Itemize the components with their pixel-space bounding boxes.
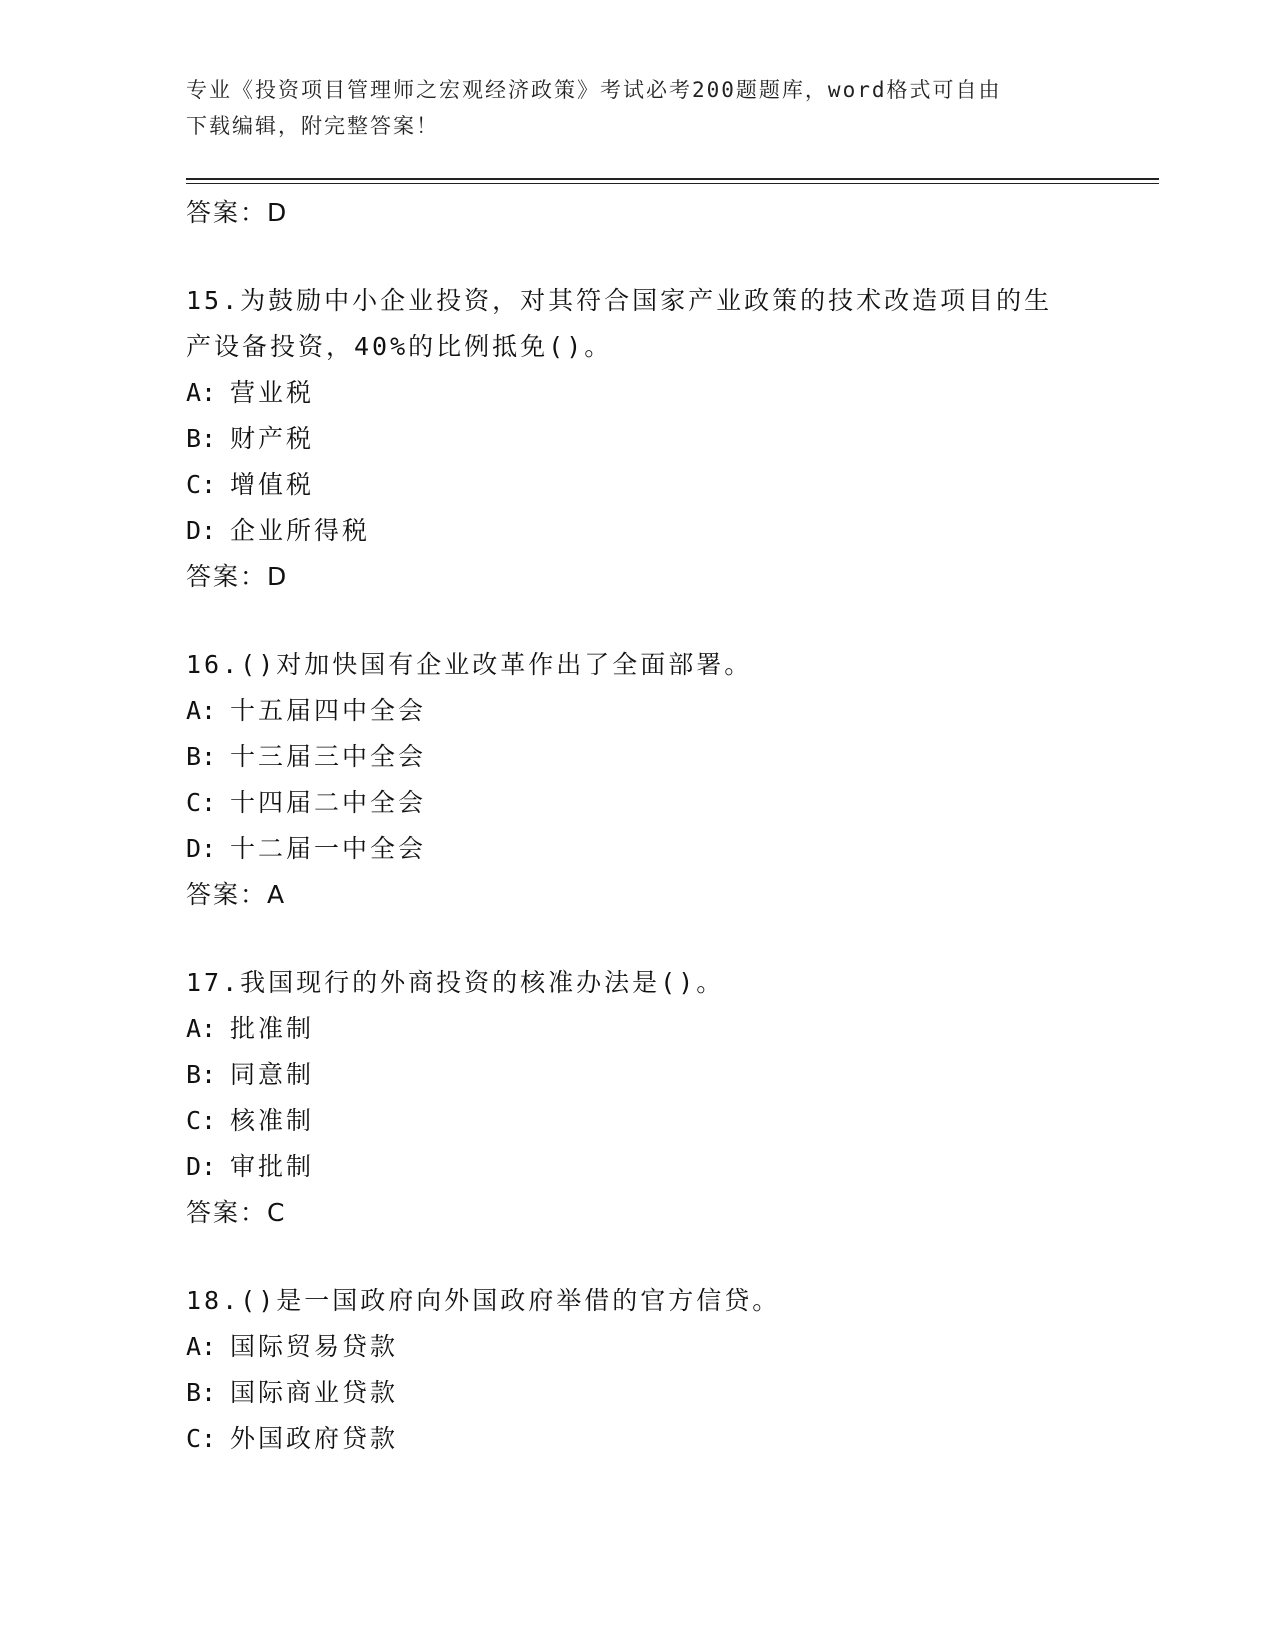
option-letter: C: — [186, 788, 217, 817]
option-text: 国际贸易贷款 — [230, 1332, 399, 1361]
option-a — [186, 370, 1146, 416]
option-letter: D: — [186, 516, 217, 545]
question-15 — [186, 278, 1146, 600]
question-16 — [186, 642, 1146, 918]
option-text: 同意制 — [230, 1060, 315, 1089]
header-line-1: 专业《投资项目管理师之宏观经济政策》考试必考200题题库，word格式可自由 — [186, 78, 1002, 102]
option-text: 核准制 — [230, 1106, 315, 1135]
option-text: 十三届三中全会 — [230, 742, 427, 771]
page-header — [186, 72, 1086, 144]
question-text-line: 17.我国现行的外商投资的核准办法是()。 — [186, 968, 725, 997]
option-c — [186, 462, 1146, 508]
option-letter: D: — [186, 1152, 217, 1181]
option-text: 国际商业贷款 — [230, 1378, 399, 1407]
option-text: 审批制 — [230, 1152, 315, 1181]
option-d — [186, 1144, 1146, 1190]
option-text: 增值税 — [230, 470, 315, 499]
question-18 — [186, 1278, 1146, 1462]
option-letter: A: — [186, 1332, 217, 1361]
option-c — [186, 1416, 1146, 1462]
option-b — [186, 734, 1146, 780]
question-text-line: 16.()对加快国有企业改革作出了全面部署。 — [186, 650, 753, 679]
option-letter: A: — [186, 696, 217, 725]
header-line-2: 下载编辑，附完整答案！ — [186, 114, 439, 138]
option-letter: A: — [186, 1014, 217, 1043]
option-text: 批准制 — [230, 1014, 315, 1043]
option-a — [186, 1324, 1146, 1370]
question-17 — [186, 960, 1146, 1236]
option-letter: B: — [186, 1378, 217, 1407]
option-text: 十四届二中全会 — [230, 788, 427, 817]
option-a — [186, 688, 1146, 734]
option-letter: D: — [186, 834, 217, 863]
option-b — [186, 1052, 1146, 1098]
option-text: 十五届四中全会 — [230, 696, 427, 725]
option-letter: B: — [186, 1060, 217, 1089]
option-text: 企业所得税 — [230, 516, 371, 545]
option-c — [186, 780, 1146, 826]
option-d — [186, 826, 1146, 872]
answer-15: 答案：D — [186, 562, 289, 591]
question-text-line: 产设备投资，40%的比例抵免()。 — [186, 332, 613, 361]
question-text-line: 15.为鼓励中小企业投资，对其符合国家产业政策的技术改造项目的生 — [186, 286, 1053, 315]
option-d — [186, 508, 1146, 554]
option-text: 外国政府贷款 — [230, 1424, 399, 1453]
option-letter: C: — [186, 1106, 217, 1135]
option-b — [186, 1370, 1146, 1416]
option-b — [186, 416, 1146, 462]
option-letter: C: — [186, 1424, 217, 1453]
option-letter: B: — [186, 742, 217, 771]
answer-14: 答案：D — [186, 198, 289, 227]
option-letter: B: — [186, 424, 217, 453]
option-c — [186, 1098, 1146, 1144]
question-text-line: 18.()是一国政府向外国政府举借的官方信贷。 — [186, 1286, 781, 1315]
option-letter: C: — [186, 470, 217, 499]
option-text: 营业税 — [230, 378, 315, 407]
answer-17: 答案：C — [186, 1198, 287, 1227]
document-body — [186, 190, 1146, 1462]
header-rule — [186, 178, 1159, 184]
option-a — [186, 1006, 1146, 1052]
option-text: 财产税 — [230, 424, 315, 453]
option-letter: A: — [186, 378, 217, 407]
answer-16: 答案：A — [186, 880, 287, 909]
option-text: 十二届一中全会 — [230, 834, 427, 863]
